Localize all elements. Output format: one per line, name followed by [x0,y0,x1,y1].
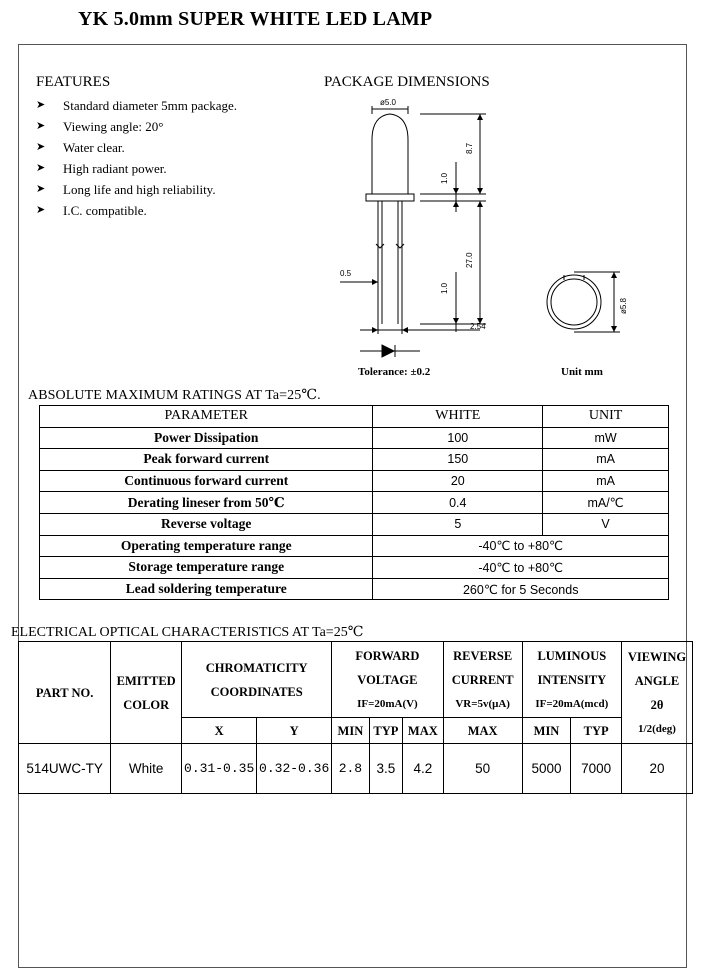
value-cell: 100 [373,427,543,449]
param-cell: Power Dissipation [40,427,373,449]
list-item: ➤ Long life and high reliability. [36,179,237,200]
amr-heading: ABSOLUTE MAXIMUM RATINGS AT Ta=25℃. [28,388,321,403]
y-cell: 0.32-0.36 [257,744,332,794]
unit-cell: mA [543,470,669,492]
value-cell: 20 [373,470,543,492]
param-cell: Reverse voltage [40,513,373,535]
list-item: ➤ Viewing angle: 20° [36,116,237,137]
header-min: MIN [332,718,370,744]
led-lens-outline [372,114,408,194]
table-row [40,470,669,492]
angle-cell: 20 [621,744,692,794]
electrical-optical-table [18,641,693,794]
vf-typ-cell: 3.5 [369,744,402,794]
table-row [40,513,669,535]
header-luminous-intensity: LUMINOUS INTENSITY IF=20mA(mcd) [522,642,621,718]
list-item: ➤ Standard diameter 5mm package. [36,95,237,116]
list-item: ➤ High radiant power. [36,158,237,179]
page-title: YK 5.0mm SUPER WHITE LED LAMP [78,8,433,30]
led-flange [366,194,414,201]
header-reverse-current: REVERSE CURRENT VR=5v(μA) [443,642,522,718]
header-part-no: PART NO. [19,642,111,744]
iv-typ-cell: 7000 [571,744,622,794]
value-cell: 5 [373,513,543,535]
header-forward-voltage: FORWARD VOLTAGE IF=20mA(V) [332,642,443,718]
package-heading: PACKAGE DIMENSIONS [324,74,490,90]
table-row [40,535,669,557]
value-cell: -40℃ to +80℃ [373,535,669,557]
table-header-row [40,406,669,428]
label-1-0-bottom: 1.0 [440,282,449,294]
param-cell: Peak forward current [40,449,373,471]
label-diameter-top: ø5.0 [380,98,397,107]
label-diameter-side: ø5.8 [619,297,628,314]
unit-cell: mA [543,449,669,471]
header-chromaticity: CHROMATICITY COORDINATES [182,642,332,718]
table-row [40,557,669,579]
features-heading: FEATURES [36,74,111,90]
iv-min-cell: 5000 [522,744,571,794]
header-reverse-max: MAX [443,718,522,744]
package-dimensions-drawing [320,92,640,364]
header-y: Y [257,718,332,744]
vf-max-cell: 4.2 [403,744,444,794]
ir-max-cell: 50 [443,744,522,794]
color-cell: White [111,744,182,794]
table-header-row [19,642,693,718]
unit-note: Unit mm [561,366,603,378]
header-max: MAX [403,718,444,744]
header-viewing-angle: VIEWING ANGLE 2θ 1/2(deg) [621,642,692,744]
table-row [40,449,669,471]
value-cell: 260℃ for 5 Seconds [373,578,669,600]
arrowhead-bullet-icon: ➤ [36,204,46,216]
unit-cell: mW [543,427,669,449]
arrowhead-bullet-icon: ➤ [36,99,46,111]
header-typ: TYP [369,718,402,744]
table-row [19,744,693,794]
value-cell: 0.4 [373,492,543,514]
eoc-heading: ELECTRICAL OPTICAL CHARACTERISTICS AT Ta=25℃ [11,625,364,640]
features-list [36,95,237,221]
value-cell: 150 [373,449,543,471]
unit-cell: mA/℃ [543,492,669,514]
header-parameter: PARAMETER [40,406,373,428]
tolerance-note: Tolerance: ±0.2 [358,366,431,378]
x-cell: 0.31-0.35 [182,744,257,794]
list-item: ➤ I.C. compatible. [36,200,237,221]
vf-min-cell: 2.8 [332,744,370,794]
param-cell: Operating temperature range [40,535,373,557]
header-unit: UNIT [543,406,669,428]
label-8-7: 8.7 [465,142,474,154]
value-cell: -40℃ to +80℃ [373,557,669,579]
param-cell: Storage temperature range [40,557,373,579]
diode-symbol-icon [382,345,394,357]
table-row [40,492,669,514]
header-lum-typ: TYP [571,718,622,744]
label-0-5: 0.5 [340,269,352,278]
label-1-0-top: 1.0 [440,172,449,184]
param-cell: Continuous forward current [40,470,373,492]
unit-cell: V [543,513,669,535]
label-2-54: 2.54 [470,322,486,331]
part-cell: 514UWC-TY [19,744,111,794]
arrowhead-bullet-icon: ➤ [36,162,46,174]
header-emitted-color: EMITTED COLOR [111,642,182,744]
table-row [40,578,669,600]
param-cell: Derating lineser from 50℃ [40,492,373,514]
arrowhead-bullet-icon: ➤ [36,141,46,153]
label-27-0: 27.0 [465,252,474,268]
header-white: WHITE [373,406,543,428]
table-row [40,427,669,449]
led-side-view-outer [547,275,601,329]
list-item: ➤ Water clear. [36,137,237,158]
arrowhead-bullet-icon: ➤ [36,183,46,195]
arrowhead-bullet-icon: ➤ [36,120,46,132]
param-cell: Lead soldering temperature [40,578,373,600]
absolute-maximum-ratings-table [39,405,669,600]
header-lum-min: MIN [522,718,571,744]
header-x: X [182,718,257,744]
